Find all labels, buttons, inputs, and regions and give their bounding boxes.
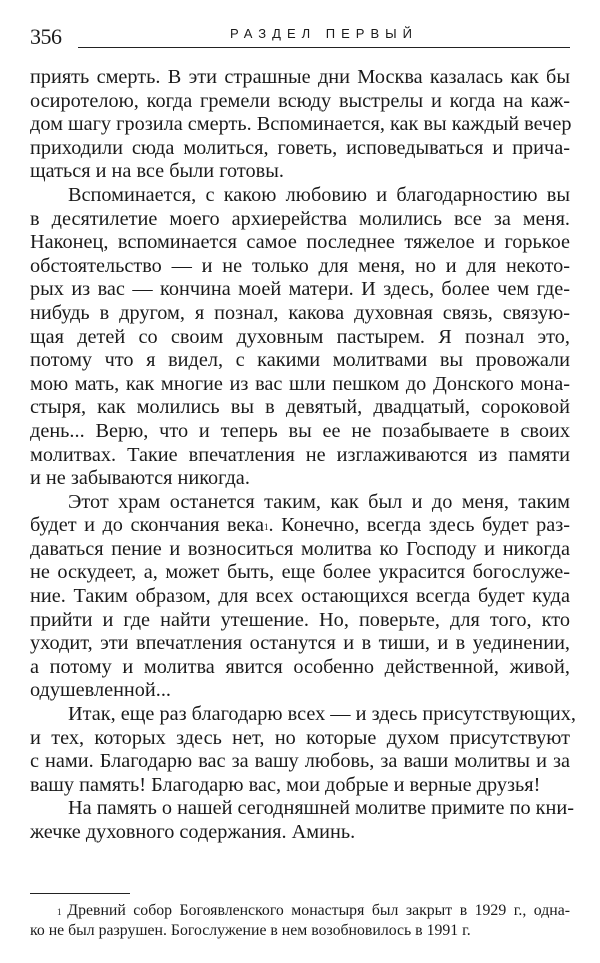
text-line: в десятилетие моего архиерейства молились все за меня. <box>30 207 570 230</box>
footnote-marker[interactable]: 1 <box>264 522 269 533</box>
text-line: щая детей со своим духовным пастырем. Я познал это, <box>30 325 570 348</box>
text-line: и не забываются никогда. <box>30 467 250 490</box>
text-line: Наконец, вспоминается самое последнее тяжелое и горькое <box>30 231 570 254</box>
text-line: Итак, еще раз благодарю всех — и здесь присутствующих, <box>68 703 576 726</box>
text-line: и тех, которых здесь нет, но которые духом присутствуют <box>30 726 570 749</box>
text-line: будет и до скончания века$^1$. Конечно, всегда здесь будет раз- <box>30 514 570 537</box>
running-head: РАЗДЕЛ ПЕРВЫЙ <box>229 26 418 41</box>
text-line: приходили сюда молиться, говеть, исповедываться и прича- <box>30 136 570 159</box>
text-line: рых из вас — кончина моей матери. И здесь, более чем где- <box>30 278 570 301</box>
text-line: осиротелою, когда гремели всюду выстрелы и когда на каж- <box>30 89 570 112</box>
footnote-number: 1 <box>57 907 68 917</box>
text-line: ние. Таким образом, для всех остающихся всегда будет куда <box>30 585 570 608</box>
paragraph <box>30 66 570 184</box>
text-line: не оскудеет, а, может быть, еще более украсится богослуже- <box>30 561 570 584</box>
text-line: одушевленной... <box>30 679 171 702</box>
text-line: Этот храм останется таким, как был и до меня, таким <box>68 490 570 513</box>
text-line: день... Верю, что и теперь вы ее не позабываете в своих <box>30 419 570 442</box>
footnote <box>30 901 570 940</box>
text-line: На память о нашей сегодняшней молитве примите по кни- <box>68 797 574 820</box>
text-line: уходит, эти впечатления останутся и в тиши, и в уединении, <box>30 632 570 655</box>
text-line: потому что я видел, с какими молитвами вы провожали <box>30 349 570 372</box>
text-line: щаться и на все были готовы. <box>30 160 284 183</box>
text-line: жечке духовного содержания. Аминь. <box>30 821 356 843</box>
body-text <box>30 66 576 845</box>
text-line: дом шагу грозила смерть. Вспоминается, как вы каждый вечер <box>30 113 572 136</box>
page-number: 356 <box>30 24 62 49</box>
header-rule <box>78 47 570 48</box>
footnote-line: $^1$ Древний собор Богоявленского монастыря был закрыт в 1929 г., однa- <box>57 902 571 919</box>
text-line: мою мать, как многие из вас шли пешком до Донского мона- <box>30 372 570 395</box>
text-line: Вспоминается, с какою любовию и благодарностию вы <box>68 183 570 206</box>
paragraph <box>30 797 574 844</box>
text-line: прийти и где найти утешение. Но, поверьте, для того, кто <box>30 608 570 631</box>
text-line: приять смерть. В эти страшные дни Москва казалась как бы <box>30 66 570 88</box>
text-line: обстоятельство — и не только для меня, но и для некото- <box>30 254 570 277</box>
text-line: молитвах. Такие впечатления не изглаживаются из памяти <box>30 443 570 466</box>
paragraph <box>30 491 570 703</box>
text-line: стыря, как молились вы в девятый, двадцатый, сороковой <box>30 396 570 419</box>
text-line: даваться пение и возноситься молитва ко Господу и никогда <box>30 537 570 560</box>
text-line: с нами. Благодарю вас за вашу любовь, за ваши молитвы и за <box>30 750 570 773</box>
footnote-rule <box>30 893 130 894</box>
text-line: нибудь в другом, я познал, какова духовная связь, связую- <box>30 301 570 324</box>
footnote-line: ко не был разрушен. Богослужение в нем возобновилось в 1991 г. <box>30 921 471 939</box>
text-line: а потому и молитва явится особенно действенной, живой, <box>30 655 570 678</box>
page-header <box>30 22 570 52</box>
paragraph <box>30 703 576 797</box>
text-line: вашу память! Благодарю вас, мои добрые и верные друзья! <box>30 773 541 796</box>
paragraph <box>30 184 570 491</box>
